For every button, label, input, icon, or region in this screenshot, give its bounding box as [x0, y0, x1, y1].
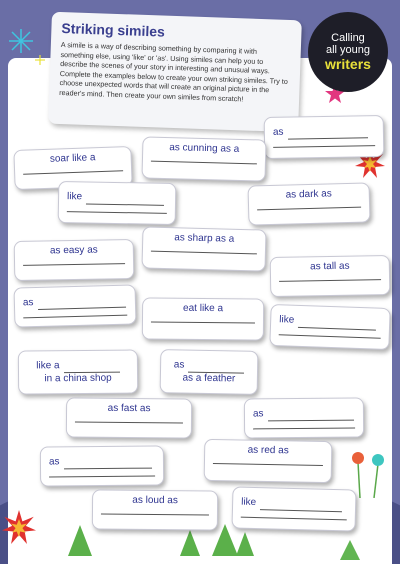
answer-line[interactable] [279, 279, 381, 282]
answer-line[interactable] [253, 428, 355, 430]
intro-box [48, 12, 302, 133]
simile-card[interactable] [204, 439, 333, 483]
calling-all-young-writers-badge [308, 12, 388, 92]
answer-line[interactable] [86, 203, 164, 205]
answer-line[interactable] [23, 315, 127, 319]
simile-card[interactable] [40, 445, 164, 486]
simile-prompt-end: as a feather [182, 372, 236, 385]
firework-icon [8, 28, 34, 54]
simile-prompt: like a [36, 360, 60, 372]
simile-prompt: as fast as [107, 402, 151, 415]
simile-card[interactable] [14, 239, 135, 281]
simile-card[interactable] [247, 182, 370, 225]
simile-card[interactable] [13, 284, 136, 327]
simile-prompt: as [173, 359, 185, 371]
simile-prompt: eat like a [183, 302, 224, 315]
simile-prompt: as red as [247, 444, 289, 457]
simile-card[interactable] [66, 397, 192, 438]
simile-prompt: as cunning as a [169, 142, 240, 155]
simile-card[interactable] [264, 115, 385, 159]
simile-card[interactable] [58, 181, 177, 225]
answer-line[interactable] [64, 468, 152, 470]
badge-line-1: Calling [331, 32, 365, 44]
answer-line[interactable] [298, 327, 376, 331]
answer-line[interactable] [75, 422, 183, 424]
simile-card[interactable] [270, 255, 391, 297]
answer-line[interactable] [101, 514, 209, 516]
answer-line[interactable] [260, 509, 342, 512]
simile-card[interactable] [92, 489, 218, 530]
simile-card[interactable] [244, 397, 364, 438]
badge-line-2: all young [325, 44, 371, 56]
badge-line-3: writers [325, 56, 371, 72]
simile-prompt: as easy as [49, 244, 98, 257]
answer-line[interactable] [49, 476, 155, 478]
answer-line[interactable] [38, 307, 126, 310]
simile-prompt: as [252, 408, 264, 420]
simile-prompt-end: in a china shop [44, 372, 112, 385]
answer-line[interactable] [241, 517, 347, 521]
answer-line[interactable] [151, 251, 257, 255]
answer-line[interactable] [23, 170, 123, 174]
answer-line[interactable] [273, 145, 375, 148]
simile-card[interactable] [269, 304, 390, 350]
simile-card[interactable] [142, 297, 264, 340]
simile-prompt: as loud as [132, 494, 178, 507]
answer-line[interactable] [67, 211, 167, 214]
simile-prompt: as [272, 126, 284, 138]
answer-line[interactable] [288, 137, 368, 139]
simile-prompt: as tall as [310, 260, 350, 273]
simile-card[interactable] [18, 349, 138, 394]
simile-prompt: as sharp as a [174, 232, 235, 245]
answer-line[interactable] [151, 322, 255, 324]
answer-line[interactable] [279, 334, 381, 339]
answer-line[interactable] [151, 161, 257, 165]
burst-icon [2, 510, 36, 544]
simile-prompt: as [22, 297, 34, 309]
page-title: Striking similes [61, 20, 166, 40]
simile-card[interactable] [160, 349, 259, 395]
simile-card[interactable] [141, 136, 266, 181]
answer-line[interactable] [257, 207, 361, 211]
simile-prompt: as dark as [285, 188, 332, 201]
simile-prompt: like [67, 191, 83, 203]
simile-card[interactable] [231, 486, 356, 531]
simile-prompt: as [48, 456, 60, 468]
simile-prompt: soar like a [49, 152, 96, 165]
intro-text: A simile is a way of describing something by comparing it with something else, using 'like' or 'as'. Using similes can help you to describe the scenes of your story in interesting and unusual ways. Complete the examples below to create your own striking similes. Try to choose unexpected words that will create an original picture in the reader's mind. Then create your own similes from scratch! [59, 40, 289, 103]
answer-line[interactable] [23, 263, 125, 266]
answer-line[interactable] [268, 420, 354, 422]
simile-prompt: like [279, 314, 295, 326]
simile-card[interactable] [141, 226, 266, 271]
firework-icon [35, 55, 45, 65]
simile-prompt: like [241, 496, 257, 509]
answer-line[interactable] [213, 463, 323, 466]
